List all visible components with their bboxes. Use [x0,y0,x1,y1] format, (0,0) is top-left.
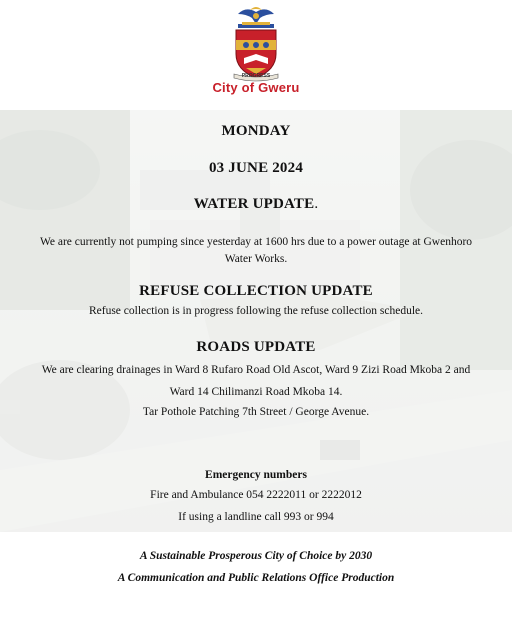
roads-update-text-line2: Ward 14 Chilimanzi Road Mkoba 14. [169,386,343,398]
header [0,0,512,110]
water-update-heading: WATER UPDATE. [193,196,319,212]
emergency-line2: If using a landline call 993 or 994 [178,511,334,523]
roads-update-text-line1: We are clearing drainages in Ward 8 Rufaro Road Old Ascot, Ward 9 Zizi Road Mkoba 2 and [41,364,471,376]
emergency-line1: Fire and Ambulance 054 2222011 or 2222012 [150,489,362,501]
roads-update-heading: ROADS UPDATE [196,339,316,355]
footer-production: A Communication and Public Relations Office Production [117,572,395,584]
refuse-collection-text: Refuse collection is in progress following the refuse collection schedule. [88,305,424,317]
day-heading: MONDAY [221,123,291,139]
water-update-text-line2: Water Works. [224,253,288,265]
logo-name: City of Gweru [212,80,300,95]
emergency-heading: Emergency numbers [205,469,307,481]
water-update-text-line1: We are currently not pumping since yesterday at 1600 hrs due to a power outage at Gwenhoro [39,236,473,248]
refuse-collection-heading: REFUSE COLLECTION UPDATE [139,283,373,299]
notice-panel [0,110,512,532]
logo-motto: PROGRESS [241,73,271,79]
footer-slogan: A Sustainable Prosperous City of Choice by 2030 [139,550,373,562]
date-heading: 03 JUNE 2024 [208,160,304,176]
roads-update-text-line3: Tar Pothole Patching 7th Street / George Avenue. [142,406,370,418]
footer [0,532,512,640]
